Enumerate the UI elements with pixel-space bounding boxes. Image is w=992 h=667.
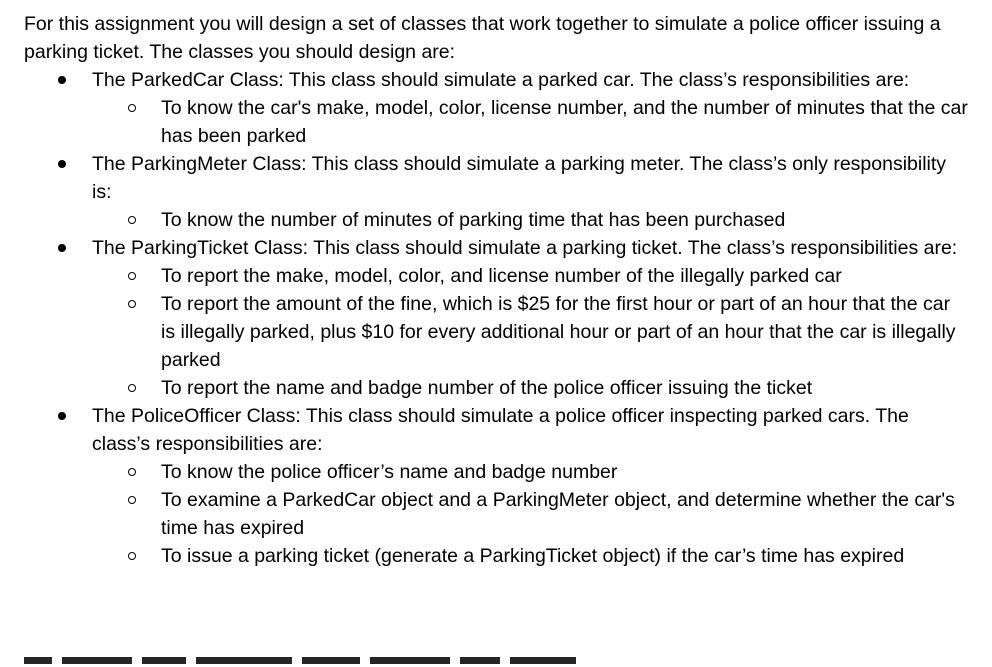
cut-off-next-line [24, 657, 644, 667]
responsibility-text: To issue a parking ticket (generate a ParkingTicket object) if the car’s time has expired [161, 545, 905, 567]
hollow-bullet-icon [128, 496, 136, 504]
hollow-bullet-icon [128, 552, 136, 560]
intro-paragraph: For this assignment you will design a set of classes that work together to simulate a police officer issuing a parking ticket. The classes you should design are: [24, 13, 941, 63]
class-item-parkingticket [24, 234, 969, 402]
responsibility-item [92, 542, 969, 570]
responsibility-text: To examine a ParkedCar object and a ParkingMeter object, and determine whether the car's time has expired [161, 489, 955, 539]
class-description: The PoliceOfficer Class: This class should simulate a police officer inspecting parked cars. The class’s responsibilities are: [92, 405, 909, 455]
hollow-bullet-icon [128, 384, 136, 392]
hollow-bullet-icon [128, 272, 136, 280]
responsibility-list [92, 262, 969, 402]
responsibility-item [92, 374, 969, 402]
hollow-bullet-icon [128, 104, 136, 112]
responsibility-item [92, 94, 969, 150]
responsibility-text: To report the name and badge number of the police officer issuing the ticket [161, 377, 813, 399]
responsibility-item [92, 206, 969, 234]
class-item-parkingmeter [24, 150, 969, 234]
responsibility-item [92, 262, 969, 290]
responsibility-item [92, 290, 969, 374]
hollow-bullet-icon [128, 300, 136, 308]
hollow-bullet-icon [128, 216, 136, 224]
hollow-bullet-icon [128, 468, 136, 476]
responsibility-item [92, 486, 969, 542]
class-list [24, 66, 969, 570]
bullet-icon [58, 160, 66, 168]
responsibility-text: To know the police officer’s name and badge number [161, 461, 618, 483]
responsibility-list [92, 458, 969, 570]
responsibility-item [92, 458, 969, 486]
bullet-icon [58, 76, 66, 84]
class-description: The ParkedCar Class: This class should simulate a parked car. The class’s responsibilities are: [92, 69, 910, 91]
responsibility-text: To report the amount of the fine, which is $25 for the first hour or part of an hour that the car is illegally parked, plus $10 for every additional hour or part of an hour that the car is illegally parked [161, 293, 956, 371]
bullet-icon [58, 412, 66, 420]
responsibility-list [92, 206, 969, 234]
class-item-parkedcar [24, 66, 969, 150]
responsibility-text: To know the number of minutes of parking time that has been purchased [161, 209, 786, 231]
class-description: The ParkingTicket Class: This class should simulate a parking ticket. The class’s responsibilities are: [92, 237, 958, 259]
class-description: The ParkingMeter Class: This class should simulate a parking meter. The class’s only responsibility is: [92, 153, 947, 203]
responsibility-list [92, 94, 969, 150]
class-item-policeofficer [24, 402, 969, 570]
bullet-icon [58, 244, 66, 252]
assignment-text [24, 10, 969, 570]
responsibility-text: To report the make, model, color, and license number of the illegally parked car [161, 265, 842, 287]
responsibility-text: To know the car's make, model, color, license number, and the number of minutes that the car has been parked [161, 97, 968, 147]
